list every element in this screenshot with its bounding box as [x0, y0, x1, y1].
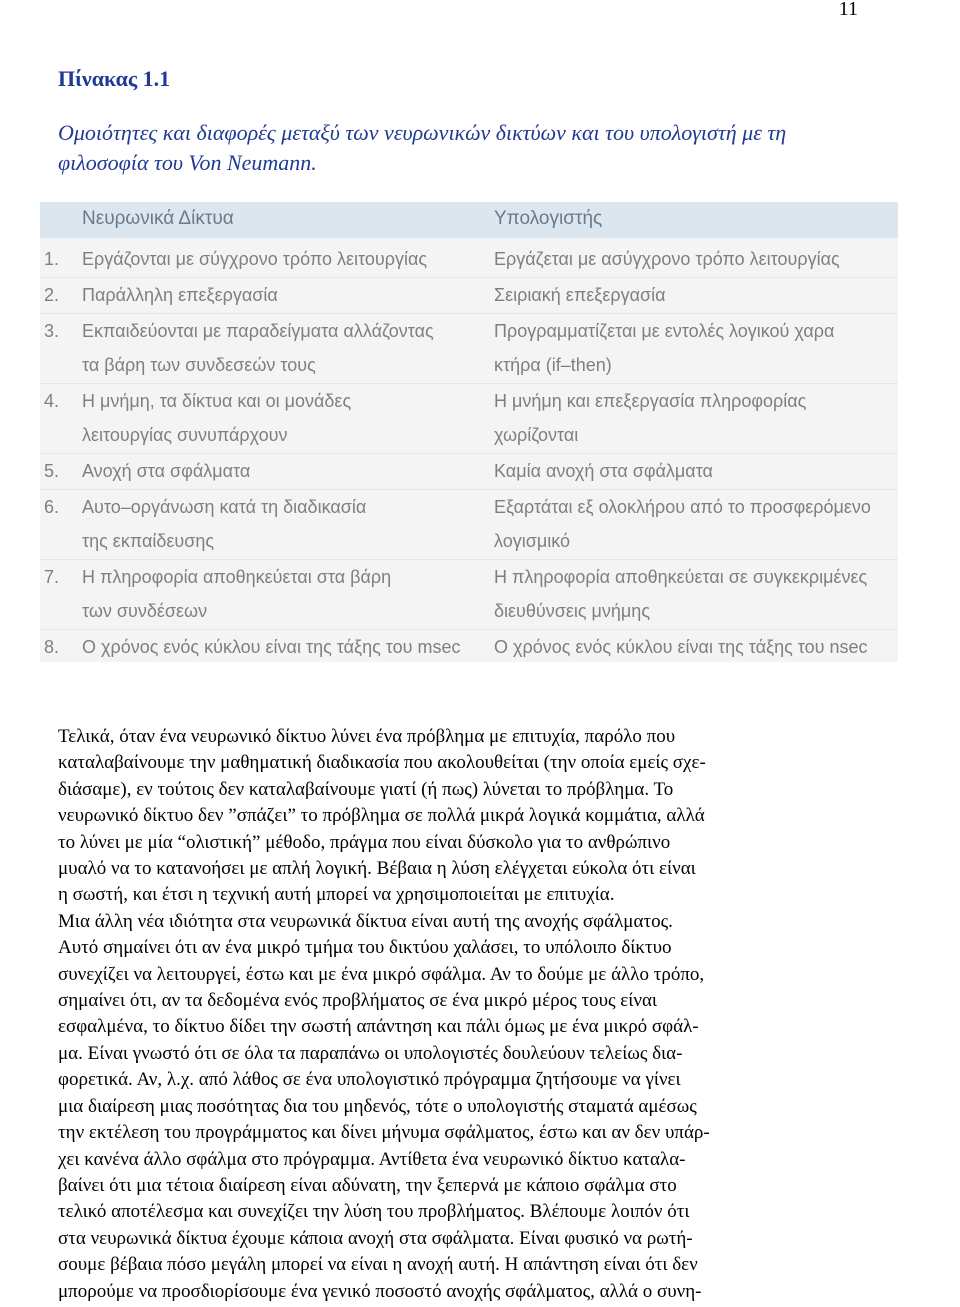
- header-neural-networks: Νευρωνικά Δίκτυα: [82, 208, 234, 229]
- row-number: 8.: [44, 637, 60, 657]
- comparison-table-figure: [40, 202, 898, 662]
- body-line: η σωστή, και έτσι η τεχνική αυτή μπορεί να χρησιμοποιείται με επιτυχία.: [58, 884, 615, 906]
- row-number: 4.: [44, 391, 60, 411]
- cell-line: Ο χρόνος ενός κύκλου είναι της τάξης του msec: [82, 637, 461, 657]
- cell-line: Εργάζονται με σύγχρονο τρόπο λειτουργίας: [82, 249, 428, 269]
- cell-line: Η μνήμη, τα δίκτυα και οι μονάδες: [82, 391, 352, 411]
- table-header: [40, 202, 898, 238]
- cell-neural-networks: [82, 490, 487, 558]
- row-number: 3.: [44, 321, 60, 341]
- cell-computer: [494, 242, 894, 276]
- cell-line: Εκπαιδεύονται με παραδείγματα αλλάζοντας: [82, 321, 434, 341]
- body-line: Αυτό σημαίνει ότι αν ένα μικρό τμήμα του δικτύου χαλάσει, το υπόλοιπο δίκτυο: [58, 937, 672, 959]
- cell-computer: [494, 560, 894, 628]
- cell-neural-networks: [82, 454, 487, 488]
- cell-line: λογισμικό: [494, 531, 571, 551]
- cell-neural-networks: [82, 278, 487, 312]
- cell-line: διευθύνσεις μνήμης: [494, 601, 650, 621]
- body-line: νευρωνικό δίκτυο δεν ”σπάζει” το πρόβλημα σε πολλά μικρά λογικά κομμάτια, αλλά: [58, 805, 705, 827]
- cell-line: Η μνήμη και επεξεργασία πληροφορίας: [494, 391, 807, 411]
- cell-neural-networks: [82, 314, 487, 382]
- table-title: Πίνακας 1.1: [58, 66, 171, 91]
- body-line: συνεχίζει να λειτουργεί, έστω και με ένα μικρό σφάλμα. Αν το δούμε με άλλο τρόπο,: [58, 963, 705, 985]
- table-row: [40, 560, 898, 628]
- table-row: [40, 314, 898, 382]
- row-number: 5.: [44, 461, 60, 481]
- cell-line: Η πληροφορία αποθηκεύεται στα βάρη: [82, 567, 392, 587]
- body-line: μπορούμε να προσδιορίσουμε ένα γενικό ποσοστό ανοχής σφάλματος, αλλά ο συνη-: [58, 1280, 702, 1302]
- cell-line: Εξαρτάται εξ ολοκλήρου από το προσφερόμενο: [494, 497, 871, 517]
- body-text: [58, 724, 848, 1305]
- body-line: εσφαλμένα, το δίκτυο δίδει την σωστή απάντηση και πάλι όμως με ένα μικρό σφάλ-: [58, 1016, 699, 1038]
- cell-line: των συνδέσεων: [82, 601, 208, 621]
- body-line: σουμε βέβαια πόσο μεγάλη μπορεί να είναι η ανοχή αυτή. Η απάντηση είναι ότι δεν: [58, 1254, 698, 1276]
- cell-line: της εκπαίδευσης: [82, 531, 215, 551]
- cell-neural-networks: [82, 560, 487, 628]
- cell-computer: [494, 278, 894, 312]
- row-number: 2.: [44, 285, 60, 305]
- cell-line: Προγραμματίζεται με εντολές λογικού χαρα: [494, 321, 835, 341]
- cell-computer: [494, 384, 894, 452]
- cell-neural-networks: [82, 242, 487, 276]
- cell-line: Η πληροφορία αποθηκεύεται σε συγκεκριμένες: [494, 567, 868, 587]
- table-row: [40, 454, 898, 488]
- cell-line: Σειριακή επεξεργασία: [494, 285, 666, 305]
- table-row: [40, 242, 898, 276]
- cell-line: χωρίζονται: [494, 425, 579, 445]
- cell-line: Ανοχή στα σφάλματα: [82, 461, 251, 481]
- body-line: φορετικά. Αν, λ.χ. από λάθος σε ένα υπολογιστικό πρόγραμμα ζητήσουμε να γίνει: [58, 1069, 681, 1091]
- cell-neural-networks: [82, 630, 487, 664]
- cell-line: Παράλληλη επεξεργασία: [82, 285, 278, 305]
- header-computer: Υπολογιστής: [494, 208, 603, 229]
- cell-line: Εργάζεται με ασύγχρονο τρόπο λειτουργίας: [494, 249, 840, 269]
- body-line: μια διαίρεση μιας ποσότητας δια του μηδενός, τότε ο υπολογιστής σταματά αμέσως: [58, 1095, 697, 1117]
- body-line: καταλαβαίνουμε την μαθηματική διαδικασία που ακολουθείται (την οποία εμείς σχε-: [58, 752, 706, 774]
- body-line: βαίνει ότι μια τέτοια διαίρεση είναι αδύνατη, την ξεπερνά με κάποιο σφάλμα στο: [58, 1174, 677, 1196]
- cell-neural-networks: [82, 384, 487, 452]
- body-line: την εκτέλεση του προγράμματος και δίνει μήνυμα σφάλματος, έστω και αν δεν υπάρ-: [58, 1122, 710, 1144]
- cell-computer: [494, 630, 894, 664]
- cell-computer: [494, 454, 894, 488]
- cell-line: τα βάρη των συνδεσεών τους: [82, 355, 316, 375]
- cell-computer: [494, 314, 894, 382]
- body-line: σημαίνει ότι, αν τα δεδομένα ενός προβλήματος σε ένα μικρό μέρος τους είναι: [58, 990, 658, 1012]
- body-line: στα νευρωνικά δίκτυα έχουμε κάποια ανοχή στα σφάλματα. Είναι φυσικό να ρωτή-: [58, 1227, 693, 1249]
- row-number: 1.: [44, 249, 60, 269]
- cell-line: κτήρα (if–then): [494, 355, 612, 375]
- cell-line: Αυτο–οργάνωση κατά τη διαδικασία: [82, 497, 367, 517]
- table-row: [40, 278, 898, 312]
- cell-computer: [494, 490, 894, 558]
- cell-line: Ο χρόνος ενός κύκλου είναι της τάξης του nsec: [494, 637, 868, 657]
- body-line: μα. Είναι γνωστό ότι σε όλα τα παραπάνω οι υπολογιστές δουλεύουν τελείως δια-: [58, 1042, 683, 1064]
- body-line: τελικό αποτέλεσμα και συνεχίζει την λύση του προβλήματος. Βλέπουμε λοιπόν ότι: [58, 1201, 690, 1223]
- table-row: [40, 384, 898, 452]
- body-line: χει κανένα άλλο σφάλμα στο πρόγραμμα. Αντίθετα ένα νευρωνικό δίκτυο καταλα-: [58, 1148, 686, 1170]
- page-number: 11: [838, 0, 858, 20]
- body-line: Μια άλλη νέα ιδιότητα στα νευρωνικά δίκτυα είναι αυτή της ανοχής σφάλματος.: [58, 910, 673, 932]
- body-line: μυαλό να το κατανοήσει με απλή λογική. Βέβαια η λύση ελέγχεται εύκολα ότι είναι: [58, 858, 696, 880]
- table-caption: Ομοιότητες και διαφορές μεταξύ των νευρωνικών δικτύων και του υπολογιστή με τη φιλοσοφία του Von Neumann.: [58, 120, 787, 175]
- body-line: Τελικά, όταν ένα νευρωνικό δίκτυο λύνει ένα πρόβλημα με επιτυχία, παρόλο που: [58, 726, 676, 747]
- row-number: 6.: [44, 497, 60, 517]
- table-row: [40, 630, 898, 664]
- body-line: το λύνει με μία “ολιστική” μέθοδο, πράγμα που είναι δύσκολο για το ανθρώπινο: [58, 831, 671, 853]
- row-number: 7.: [44, 567, 60, 587]
- cell-line: λειτουργίας συνυπάρχουν: [82, 425, 288, 445]
- body-line: διάσαμε), εν τούτοις δεν καταλαβαίνουμε γιατί (ή πως) λύνεται το πρόβλημα. Το: [58, 778, 674, 800]
- table-row: [40, 490, 898, 558]
- cell-line: Καμία ανοχή στα σφάλματα: [494, 461, 713, 481]
